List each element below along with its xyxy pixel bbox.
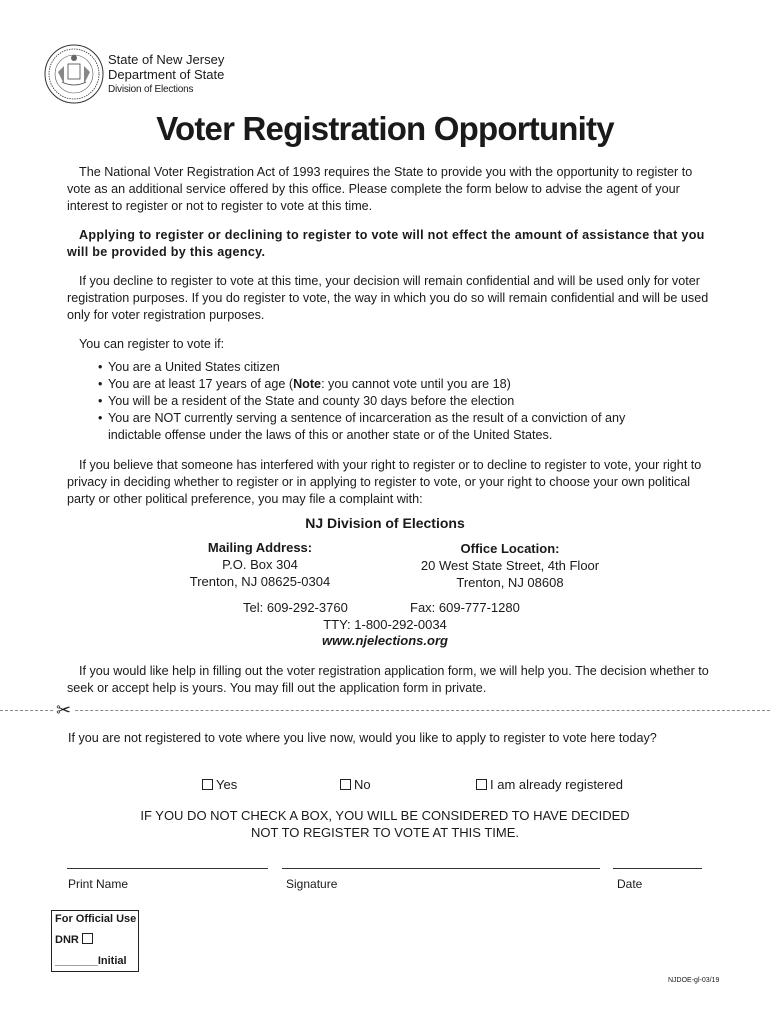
option-yes[interactable]: Yes — [202, 777, 237, 792]
registration-question: If you are not registered to vote where you live now, would you like to apply to register to vote here today? — [68, 731, 657, 745]
header-department: Department of State — [108, 67, 225, 82]
header-state: State of New Jersey — [108, 52, 225, 67]
header-division: Division of Elections — [108, 84, 194, 95]
intro-paragraph: The National Voter Registration Act of 1993 requires the State to provide you with the opportunity to register to vote as an additional service offered by this office. Please complete the form below to advise the agent of your interest to register or not to register to vote at this time. — [67, 165, 693, 213]
page-title: Voter Registration Opportunity — [156, 110, 614, 147]
confidentiality-paragraph: If you decline to register to vote at this time, your decision will remain confidential and will be used only for voter registration purposes. If you do register to vote, the way in which you do so will remain confidential and will be used only for voter registration purposes. — [67, 274, 709, 322]
telephone: Tel: 609-292-3760 — [243, 600, 348, 615]
initial-field[interactable]: _______Initial — [55, 955, 127, 967]
state-seal-icon — [44, 44, 104, 104]
mailing-title: Mailing Address: — [207, 540, 313, 555]
mailing-line-1: P.O. Box 304 — [222, 557, 298, 572]
office-line-2: Trenton, NJ 08608 — [456, 575, 564, 590]
dnr-checkbox[interactable] — [82, 933, 93, 944]
tty: TTY: 1-800-292-0034 — [323, 617, 447, 632]
signature-line[interactable] — [282, 868, 600, 869]
date-line[interactable] — [613, 868, 702, 869]
division-name: NJ Division of Elections — [305, 515, 465, 531]
eligibility-list — [98, 359, 658, 444]
list-item: • You are a United States citizen — [98, 359, 658, 376]
signature-label: Signature — [286, 877, 338, 891]
website-link[interactable]: www.njelections.org — [322, 633, 448, 648]
help-paragraph: If you would like help in filling out the voter registration application form, we will help you. The decision whether to seek or accept help is yours. You may fill out the application form in private. — [67, 664, 709, 695]
official-use-box — [51, 910, 139, 972]
option-already-registered[interactable]: I am already registered — [476, 777, 623, 792]
assistance-notice: Applying to register or declining to register to vote will not effect the amount of assistance that you will be provided by this agency. — [67, 228, 705, 259]
form-code: NJDOE-gl-03/19 — [668, 977, 720, 984]
mailing-address — [160, 539, 360, 590]
office-location — [400, 540, 620, 591]
checkbox-already-registered[interactable] — [476, 779, 487, 790]
no-check-warning: IF YOU DO NOT CHECK A BOX, YOU WILL BE CONSIDERED TO HAVE DECIDED NOT TO REGISTER TO VOTE AT THIS TIME. — [140, 808, 630, 840]
print-name-label: Print Name — [68, 877, 129, 891]
official-use-title: For Official Use — [55, 913, 137, 925]
eligibility-heading: You can register to vote if: — [79, 337, 225, 351]
fax: Fax: 609-777-1280 — [410, 600, 520, 615]
scissors-icon: ✂ — [56, 700, 72, 720]
agency-header — [108, 52, 224, 97]
checkbox-yes[interactable] — [202, 779, 213, 790]
list-item: • You are at least 17 years of age (Note: you cannot vote until you are 18) — [98, 376, 658, 393]
list-item: • You will be a resident of the State and county 30 days before the election — [98, 393, 658, 410]
dnr-field[interactable]: DNR — [55, 933, 96, 946]
office-title: Office Location: — [460, 541, 560, 556]
office-line-1: 20 West State Street, 4th Floor — [420, 558, 600, 573]
complaint-paragraph: If you believe that someone has interfered with your right to register or to decline to register to vote, your right to privacy in deciding whether to register or in applying to register to vote, or your right to choose your own political party or other political preference, you may file a complaint with: — [67, 458, 702, 506]
option-no[interactable]: No — [340, 777, 371, 792]
date-label: Date — [617, 877, 643, 891]
list-item: • You are NOT currently serving a sentence of incarceration as the result of a conviction of any indictable offense under the laws of this or another state or of the United States. — [98, 410, 658, 444]
mailing-line-2: Trenton, NJ 08625-0304 — [189, 574, 331, 589]
cut-line — [0, 710, 770, 711]
checkbox-no[interactable] — [340, 779, 351, 790]
print-name-line[interactable] — [67, 868, 268, 869]
